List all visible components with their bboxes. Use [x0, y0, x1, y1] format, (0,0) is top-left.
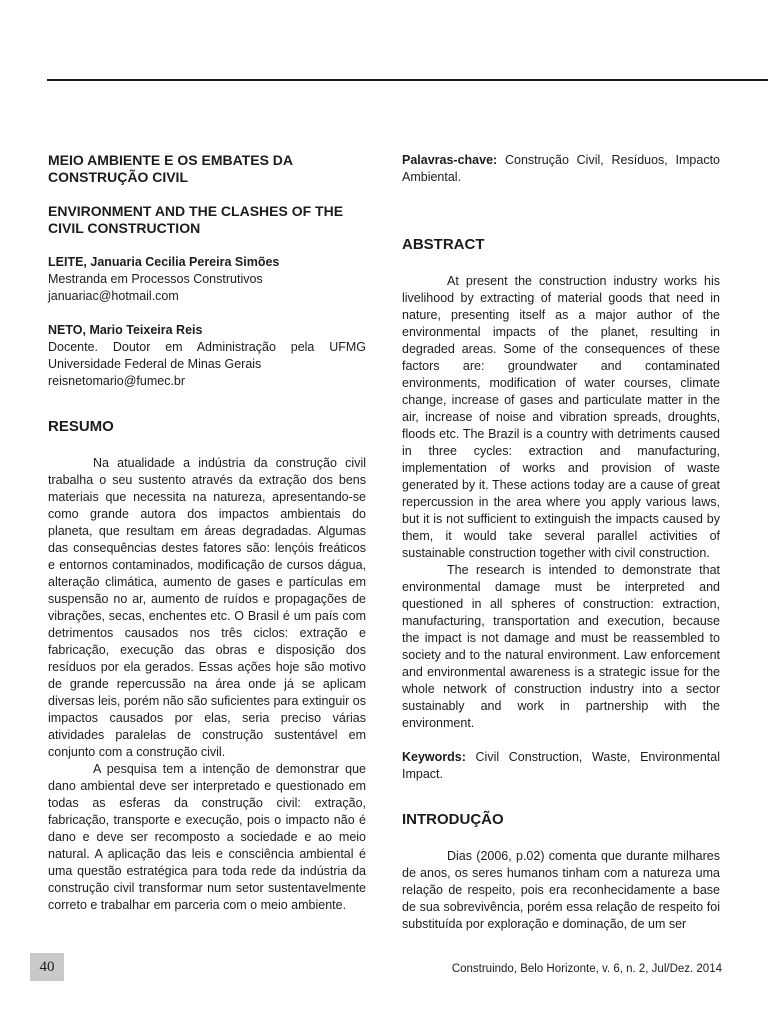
keywords	[402, 749, 720, 783]
article-title-pt: MEIO AMBIENTE E OS EMBATES DA CONSTRUÇÃO CIVIL	[48, 152, 293, 185]
abstract-paragraph-1: At present the construction industry works his livelihood by extracting of material goods that need in nature, presenting itself as a major author of the environmental impacts of the planet, resulting in degraded areas. Some of the consequences of these factors are: groundwater and contaminated environments, modification of water courses, climate change, increase of gases and particulate matter in the air, increase of noise and vibration spreads, droughts, floods etc. The Brazil is a country with detriments caused in three cycles: extraction and manufacturing, implementation of works and provision of waste generated by it. These actions today are a cause of great repercussion in the area where you apply various laws, but it is not sufficient to extinguish the impacts caused by them, it would take several parallel activities of sustainable construction together with civil construction.	[402, 274, 720, 560]
keywords-text: Civil Construction, Waste, Environmental Impact.	[402, 750, 720, 781]
abstract-paragraph-2: The research is intended to demonstrate that environmental damage must be interpreted and questioned in all spheres of construction: extraction, manufacturing, transportation and execution, because the impact is not damage and must be reassembled to society and to the natural environment. Law enforcement and environmental awareness is a strategic issue for the whole network of construction industry into a sector sustainably and work in partnership with the environment.	[402, 563, 720, 730]
author2-name: NETO, Mario Teixeira Reis	[48, 323, 203, 337]
introducao-heading: INTRODUÇÃO	[402, 811, 504, 828]
journal-citation: Construindo, Belo Horizonte, v. 6, n. 2, Jul/Dez. 2014	[451, 963, 722, 975]
header-rule	[47, 79, 768, 81]
palavras-chave	[402, 152, 720, 186]
author2-affiliation: Universidade Federal de Minas Gerais	[48, 357, 262, 371]
author2-email: reisnetomario@fumec.br	[48, 374, 186, 388]
palavras-chave-text: Construção Civil, Resíduos, Impacto Ambiental.	[402, 153, 720, 184]
author1-role: Mestranda em Processos Construtivos	[48, 272, 263, 286]
left-column	[48, 152, 366, 914]
right-column	[402, 152, 720, 933]
article-title-en: ENVIRONMENT AND THE CLASHES OF THE CIVIL CONSTRUCTION	[48, 203, 344, 236]
abstract-heading: ABSTRACT	[402, 236, 485, 253]
resumo-paragraph-2: A pesquisa tem a intenção de demonstrar que dano ambiental deve ser interpretado e questionado em todas as esferas da construção civil: extração, fabricação, transporte e execução, pois o impacto não é dano e deve ser recomposto a sociedade e ao meio natural. A aplicação das leis e consciência ambiental é uma questão estratégica para toda rede da indústria da construção civil transformar num setor sustentavelmente correto e trabalhar em parceria com o meio ambiente.	[48, 762, 366, 912]
author1-email: januariac@hotmail.com	[48, 289, 179, 303]
author2-role: Docente. Doutor em Administração pela UFMG	[48, 340, 366, 354]
introducao-paragraph-1: Dias (2006, p.02) comenta que durante milhares de anos, os seres humanos tinham com a natureza uma relação de respeito, pois era reconhecidamente a base de sua sobrevivência, porém essa relação de respeito foi substituída por exploração e dominação, de um ser	[402, 849, 720, 931]
palavras-chave-label: Palavras-chave:	[402, 153, 498, 167]
page-number: 40	[30, 953, 64, 981]
resumo-heading: RESUMO	[48, 418, 114, 435]
resumo-paragraph-1: Na atualidade a indústria da construção civil trabalha o seu sustento através da extração dos bens materiais que necessita na natureza, apresentando-se como grande autora dos impactos ambientais do planeta, que resultam em áreas degradadas. Algumas das consequências destes fatores são: lençóis freáticos e entornos contaminados, modificação de cursos dágua, alteração climática, aumento de gases e partículas em suspensão no ar, aumento de ruídos e propagações de vibrações, secas, enchentes etc. O Brasil é um país com detrimentos causados nos três ciclos: extração e fabricação, execução das obras e disposição dos resíduos por ela gerados. Essas ações hoje são motivo de grande repercussão na área onde já se aplicam diversas leis, porém não são suficientes para extinguir os impactos causados por elas, seria preciso várias atividades paralelas de construção sustentável em conjunto com a construção civil.	[48, 456, 366, 759]
author1-name: LEITE, Januaria Cecilia Pereira Simões	[48, 255, 280, 269]
keywords-label: Keywords:	[402, 750, 466, 764]
